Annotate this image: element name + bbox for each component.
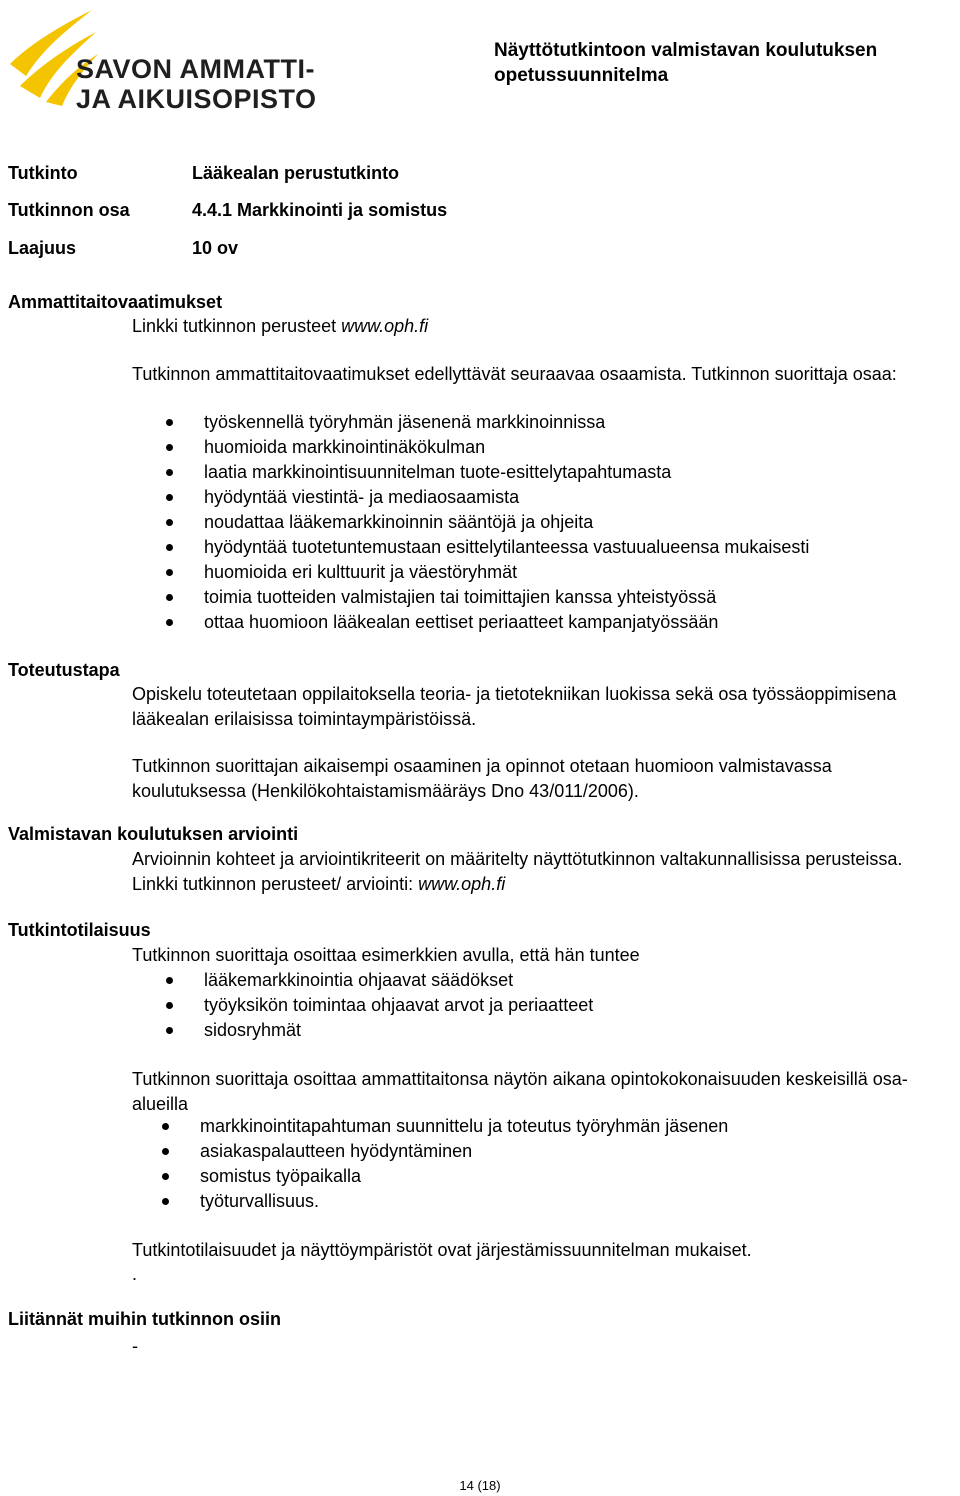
page-number: 14 (18) [459,1478,501,1493]
list-item: työturvallisuus. [128,1189,728,1214]
oph-link[interactable]: www.oph.fi [341,316,429,336]
logo-text-line2: JA AIKUISOPISTO [76,84,317,114]
document-title: Näyttötutkintoon valmistavan koulutuksen opetussuunnitelma [494,40,878,86]
bullet-icon [166,619,173,626]
oph-link[interactable]: www.oph.fi [418,874,506,894]
meta-value: 4.4.1 Markkinointi ja somistus [192,200,448,220]
section-heading-arviointi: Valmistavan koulutuksen arviointi [8,824,299,844]
school-logo [6,6,346,114]
section-heading-ammattitaitovaatimukset: Ammattitaitovaatimukset [8,292,223,312]
tutkintotilaisuus-list-1 [132,968,593,1043]
bullet-icon [162,1148,169,1155]
toteutustapa-paragraph-2: Tutkinnon suorittajan aikaisempi osaaminen ja opinnot otetaan huomioon valmistavassa koulutuksessa (Henkilökohtaistamismääräys Dno 43/011/2006). [132,756,832,801]
tutkintotilaisuus-outro: Tutkintotilaisuudet ja näyttöympäristöt ovat järjestämissuunnitelman mukaiset. [132,1240,752,1260]
bullet-icon [166,1027,173,1034]
list-item: huomioida markkinointinäkökulman [132,435,809,460]
bullet-icon [166,469,173,476]
bullet-icon [166,519,173,526]
perusteet-link-line [132,314,950,339]
toteutustapa-paragraph-1: Opiskelu toteutetaan oppilaitoksella teoria- ja tietotekniikan luokissa sekä osa työssäoppimisena lääkealan erilaisissa toimintaympäristöissä. [132,684,897,729]
bullet-icon [166,444,173,451]
tutkintotilaisuus-intro-1: Tutkinnon suorittaja osoittaa esimerkkien avulla, että hän tuntee [132,945,640,965]
meta-label: Tutkinnon osa [8,200,130,220]
meta-value: Lääkealan perustutkinto [192,163,400,183]
bullet-icon [166,544,173,551]
bullet-icon [166,977,173,984]
list-item: työskennellä työryhmän jäsenenä markkinoinnissa [132,410,809,435]
list-item: työyksikön toimintaa ohjaavat arvot ja periaatteet [132,993,593,1018]
section-heading-liitannat: Liitännät muihin tutkinnon osiin [8,1309,281,1329]
link-prefix: Linkki tutkinnon perusteet [132,316,342,336]
list-item: hyödyntää viestintä- ja mediaosaamista [132,485,809,510]
meta-label: Tutkinto [8,163,78,183]
bullet-icon [162,1173,169,1180]
list-item: somistus työpaikalla [128,1164,728,1189]
list-item: sidosryhmät [132,1018,593,1043]
stray-dot: . [132,1264,138,1284]
list-item: asiakaspalautteen hyödyntäminen [128,1139,728,1164]
bullet-icon [162,1198,169,1205]
section-heading-tutkintotilaisuus: Tutkintotilaisuus [8,920,151,940]
bullet-icon [162,1123,169,1130]
ammattitaito-list [132,410,809,635]
list-item: laatia markkinointisuunnitelman tuote-esittelytapahtumasta [132,460,809,485]
list-item: hyödyntää tuotetuntemustaan esittelytilanteessa vastuualueensa mukaisesti [132,535,809,560]
list-item: huomioida eri kulttuurit ja väestöryhmät [132,560,809,585]
list-item: markkinointitapahtuman suunnittelu ja toteutus työryhmän jäsenen [128,1114,728,1139]
meta-label: Laajuus [8,238,77,258]
list-item: ottaa huomioon lääkealan eettiset periaatteet kampanjatyössään [132,610,809,635]
arviointi-text: Arvioinnin kohteet ja arviointikriteerit on määritelty näyttötutkinnon valtakunnallisissa perusteissa. Linkki tutkinnon perusteet/ arviointi: [132,849,903,894]
tutkintotilaisuus-intro-2: Tutkinnon suorittaja osoittaa ammattitaitonsa näytön aikana opintokokonaisuuden keskeisillä osa-alueilla [132,1069,908,1114]
arviointi-paragraph [132,847,950,897]
liitannat-value: - [132,1336,138,1356]
logo-text-line1: SAVON AMMATTI- [76,54,315,84]
meta-value: 10 ov [192,238,239,258]
section-heading-toteutustapa: Toteutustapa [8,660,120,680]
bullet-icon [166,1002,173,1009]
bullet-icon [166,594,173,601]
list-item: toimia tuotteiden valmistajien tai toimittajien kanssa yhteistyössä [132,585,809,610]
bullet-icon [166,419,173,426]
bullet-icon [166,494,173,501]
tutkintotilaisuus-list-2 [128,1114,728,1214]
ammattitaito-intro: Tutkinnon ammattitaitovaatimukset edellyttävät seuraavaa osaamista. Tutkinnon suorittaja osaa: [132,364,897,384]
list-item: lääkemarkkinointia ohjaavat säädökset [132,968,593,993]
list-item: noudattaa lääkemarkkinoinnin sääntöjä ja ohjeita [132,510,809,535]
bullet-icon [166,569,173,576]
